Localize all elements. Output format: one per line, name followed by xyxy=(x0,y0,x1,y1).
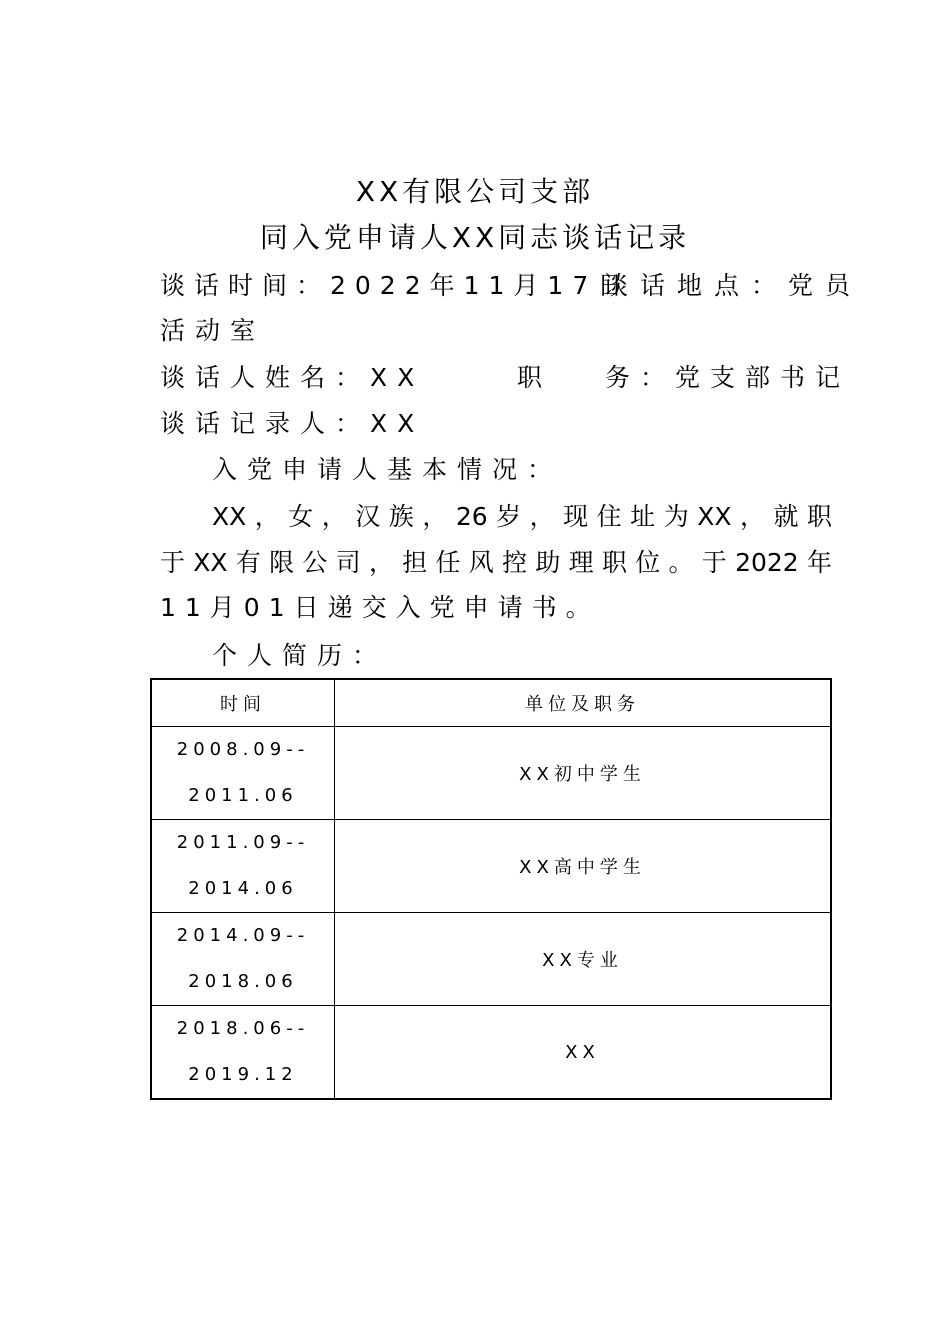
talk-time: 谈话时间：2022年11月17日 xyxy=(160,271,632,300)
basic-heading: 入党申请人基本情况： xyxy=(212,455,563,484)
time-from: 2011.09-- xyxy=(176,832,310,853)
basic-para-1: XX，女，汉族，26岁，现住址为XX，就职 xyxy=(212,502,832,531)
header-time: 时间 xyxy=(151,679,335,727)
position-label-b: 务：党支部书记 xyxy=(605,363,851,392)
unit-cell: XX初中学生 xyxy=(335,727,832,820)
time-cell xyxy=(151,1006,335,1100)
resume-heading: 个人简历： xyxy=(212,641,388,670)
talker-name: 谈话人姓名：XX xyxy=(160,363,425,392)
unit-cell: XX专业 xyxy=(335,913,832,1006)
basic-para-3: 11月01日递交入党申请书。 xyxy=(160,593,600,622)
table-row xyxy=(151,913,831,1006)
header-unit: 单位及职务 xyxy=(335,679,832,727)
unit-cell: XX xyxy=(335,1006,832,1100)
time-cell xyxy=(151,913,335,1006)
time-cell xyxy=(151,727,335,820)
time-cell xyxy=(151,820,335,913)
table-row xyxy=(151,727,831,820)
time-from: 2008.09-- xyxy=(176,739,310,760)
position-label-a: 职 xyxy=(517,363,563,392)
doc-title-2: 同入党申请人XX同志谈话记录 xyxy=(259,221,691,254)
talk-place: 谈话地点：党员 xyxy=(603,271,863,300)
time-to: 2019.12 xyxy=(188,1064,298,1085)
resume-table xyxy=(150,678,832,1100)
table-header-row xyxy=(151,679,831,727)
time-from: 2014.09-- xyxy=(176,925,310,946)
time-to: 2014.06 xyxy=(188,878,298,899)
table-row xyxy=(151,820,831,913)
talk-place-cont: 活动室 xyxy=(160,316,266,345)
time-to: 2011.06 xyxy=(188,785,298,806)
time-from: 2018.06-- xyxy=(176,1018,310,1039)
recorder: 谈话记录人：XX xyxy=(160,409,425,438)
unit-cell: XX高中学生 xyxy=(335,820,832,913)
doc-title-1: XX有限公司支部 xyxy=(355,175,595,208)
time-to: 2018.06 xyxy=(188,971,298,992)
table-row xyxy=(151,1006,831,1100)
basic-para-2: 于XX有限公司，担任风控助理职位。于2022年 xyxy=(160,548,832,577)
